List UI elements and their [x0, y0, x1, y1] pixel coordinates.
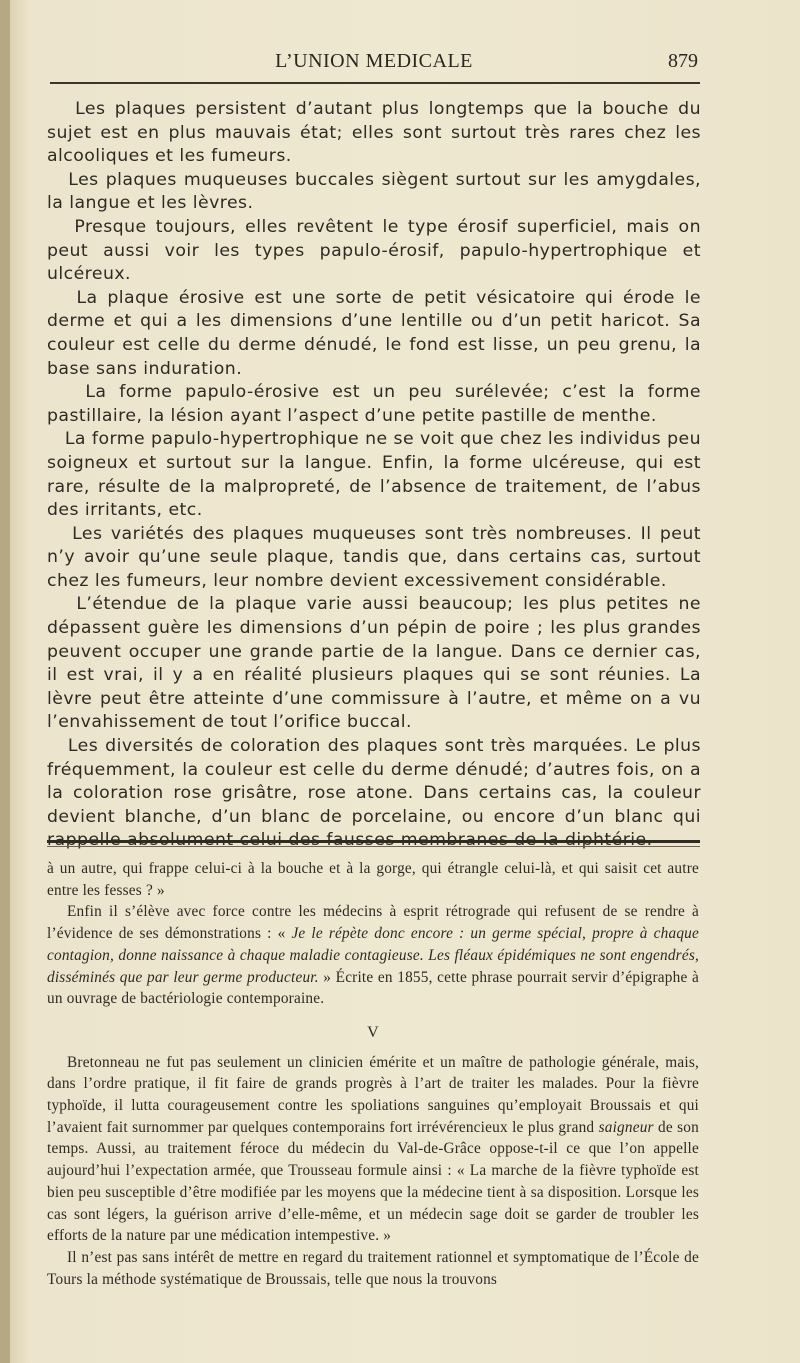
- binding-edge: [0, 0, 10, 1363]
- italic-word: saigneur: [598, 1118, 654, 1136]
- paragraph-text: Presque toujours, elles revêtent le type érosif superficiel, mais on peut aussi voir les types papulo-érosif, papulo-hypertrophique et ulcéreux.: [47, 216, 701, 285]
- paragraph: [47, 735, 701, 853]
- paragraph: [47, 523, 701, 594]
- paragraph-text: La forme papulo-érosive est un peu surélevée; c’est la forme pastillaire, la lésion ayant l’aspect d’une petite pastille de menthe.: [47, 382, 701, 426]
- section-number: V: [367, 1023, 379, 1041]
- paragraph-text: La forme papulo-hypertrophique ne se voit que chez les individus peu soigneux et surtout sur la langue. Enfin, la forme ulcéreuse, qui est rare, résulte de la malpropreté, de l’absence de traitement, de l’abus des irritants, etc.: [47, 429, 701, 521]
- paragraph: Il n’est pas sans intérêt de mettre en regard du traitement rationnel et symptomatique de l’École de Tours la méthode systématique de Broussais, telle que nous la trouvons: [47, 1248, 699, 1288]
- paragraph: à un autre, qui frappe celui-ci à la bouche et à la gorge, qui étrangle celui-là, et qui saisit cet autre entre les fesses ? »: [47, 860, 699, 899]
- paragraph-text: Les plaques persistent d’autant plus longtemps que la bouche du sujet est en plus mauvais état; elles sont surtout très rares chez les alcooliques et les fumeurs.: [47, 99, 701, 167]
- paragraph-text: Les variétés des plaques muqueuses sont très nombreuses. Il peut n’y avoir qu’une seule plaque, tandis que, dans certains cas, surtout chez les fumeurs, leur nombre devient excessivement considérable.: [47, 523, 701, 591]
- paragraph-text: de son temps. Aussi, au traitement féroce du médecin du Val-de-Grâce oppose-t-il ce que l’on appelle aujourd’hui l’expectation armée, que Trousseau formule ainsi : « La marche de la fièvre typhoïde est bien peu susceptible d’être modifiée par les moyens que la médecine tient à sa disposition. Lorsque les cas sont légers, la guérison arrive d’elle-même, et un médecin sage doit se garder de troubler les efforts de la nature par une médication intempestive. »: [47, 1118, 699, 1245]
- feuilleton-rule: [47, 840, 700, 843]
- paragraph-text: Les diversités de coloration des plaques sont très marquées. Le plus fréquemment, la couleur est celle du derme dénudé; d’autres fois, on a la coloration rose grisâtre, rose atone. Dans certains cas, la couleur devient blanche, d’un blanc de porcelaine, ou encore d’un blanc qui: [47, 736, 701, 827]
- paragraph-text: Les plaques muqueuses buccales siègent surtout sur les amygdales, la langue et les lèvres.: [47, 169, 701, 214]
- paragraph-text: » Écrite en 1855, cette phrase pourrait servir d’épigraphe à un ouvrage de bactériologie contemporaine.: [47, 968, 699, 1008]
- page-number: 879: [668, 50, 698, 72]
- paragraph-text: L’étendue de la plaque varie aussi beaucoup; les plus petites ne dépassent guère les dimensions d’un pépin de poire ; les plus grandes peuvent occuper une grande partie de la langue. Dans ce dernier cas, il est vrai, il y a en réalité plusieurs plaques qui se sont réunies. La lèvre peut être atteinte d’une commissure à l’autre, et même on a vu l’envahissement de tout l’orifice buccal.: [47, 594, 701, 733]
- running-head: L’UNION MEDICALE: [275, 50, 473, 72]
- paragraph-text: La plaque érosive est une sorte de petit vésicatoire qui érode le derme et qui a les dimensions d’une lentille ou d’un petit haricot. Sa couleur est celle du derme dénudé, le fond est lisse, un peu grenu, la base sans induration.: [47, 287, 701, 379]
- feuilleton-text: [47, 858, 699, 1290]
- paragraph: [47, 901, 699, 1010]
- paragraph: [47, 1052, 699, 1247]
- paragraph-text: Bretonneau ne fut pas seulement un clinicien émérite et un maître de pathologie générale, mais, dans l’ordre pratique, il fit faire de grands progrès à l’art de traiter les malades. Pour la fièvre typhoïde, il lutta courageusement contre les spoliations sanguines qu’employait Broussais et qui l’avaient fait surnommer par quelques contemporains fort irrévérencieux le plus grand: [47, 1053, 699, 1136]
- paragraph: [47, 216, 701, 287]
- paragraph: [47, 381, 701, 428]
- paragraph: [47, 428, 701, 522]
- feuilleton-rule-thin: [47, 846, 700, 847]
- paragraph: [47, 287, 701, 381]
- paragraph: [47, 98, 701, 169]
- italic-quote: Je le répète donc encore : un germe spécial, propre à chaque contagion, donne naissance à chaque maladie contagieuse. Les fléaux épidémiques ne sont engendrés, disséminés que par leur germe producteur.: [47, 925, 700, 986]
- paragraph-text: Enfin il s’élève avec force contre les médecins à esprit rétrograde qui refusent de se rendre à l’évidence de ses démonstrations : «: [47, 903, 699, 943]
- main-text: [47, 98, 701, 853]
- paragraph: [47, 593, 701, 735]
- page-header: [48, 50, 700, 78]
- header-rule: [50, 82, 700, 84]
- paragraph: [47, 169, 701, 216]
